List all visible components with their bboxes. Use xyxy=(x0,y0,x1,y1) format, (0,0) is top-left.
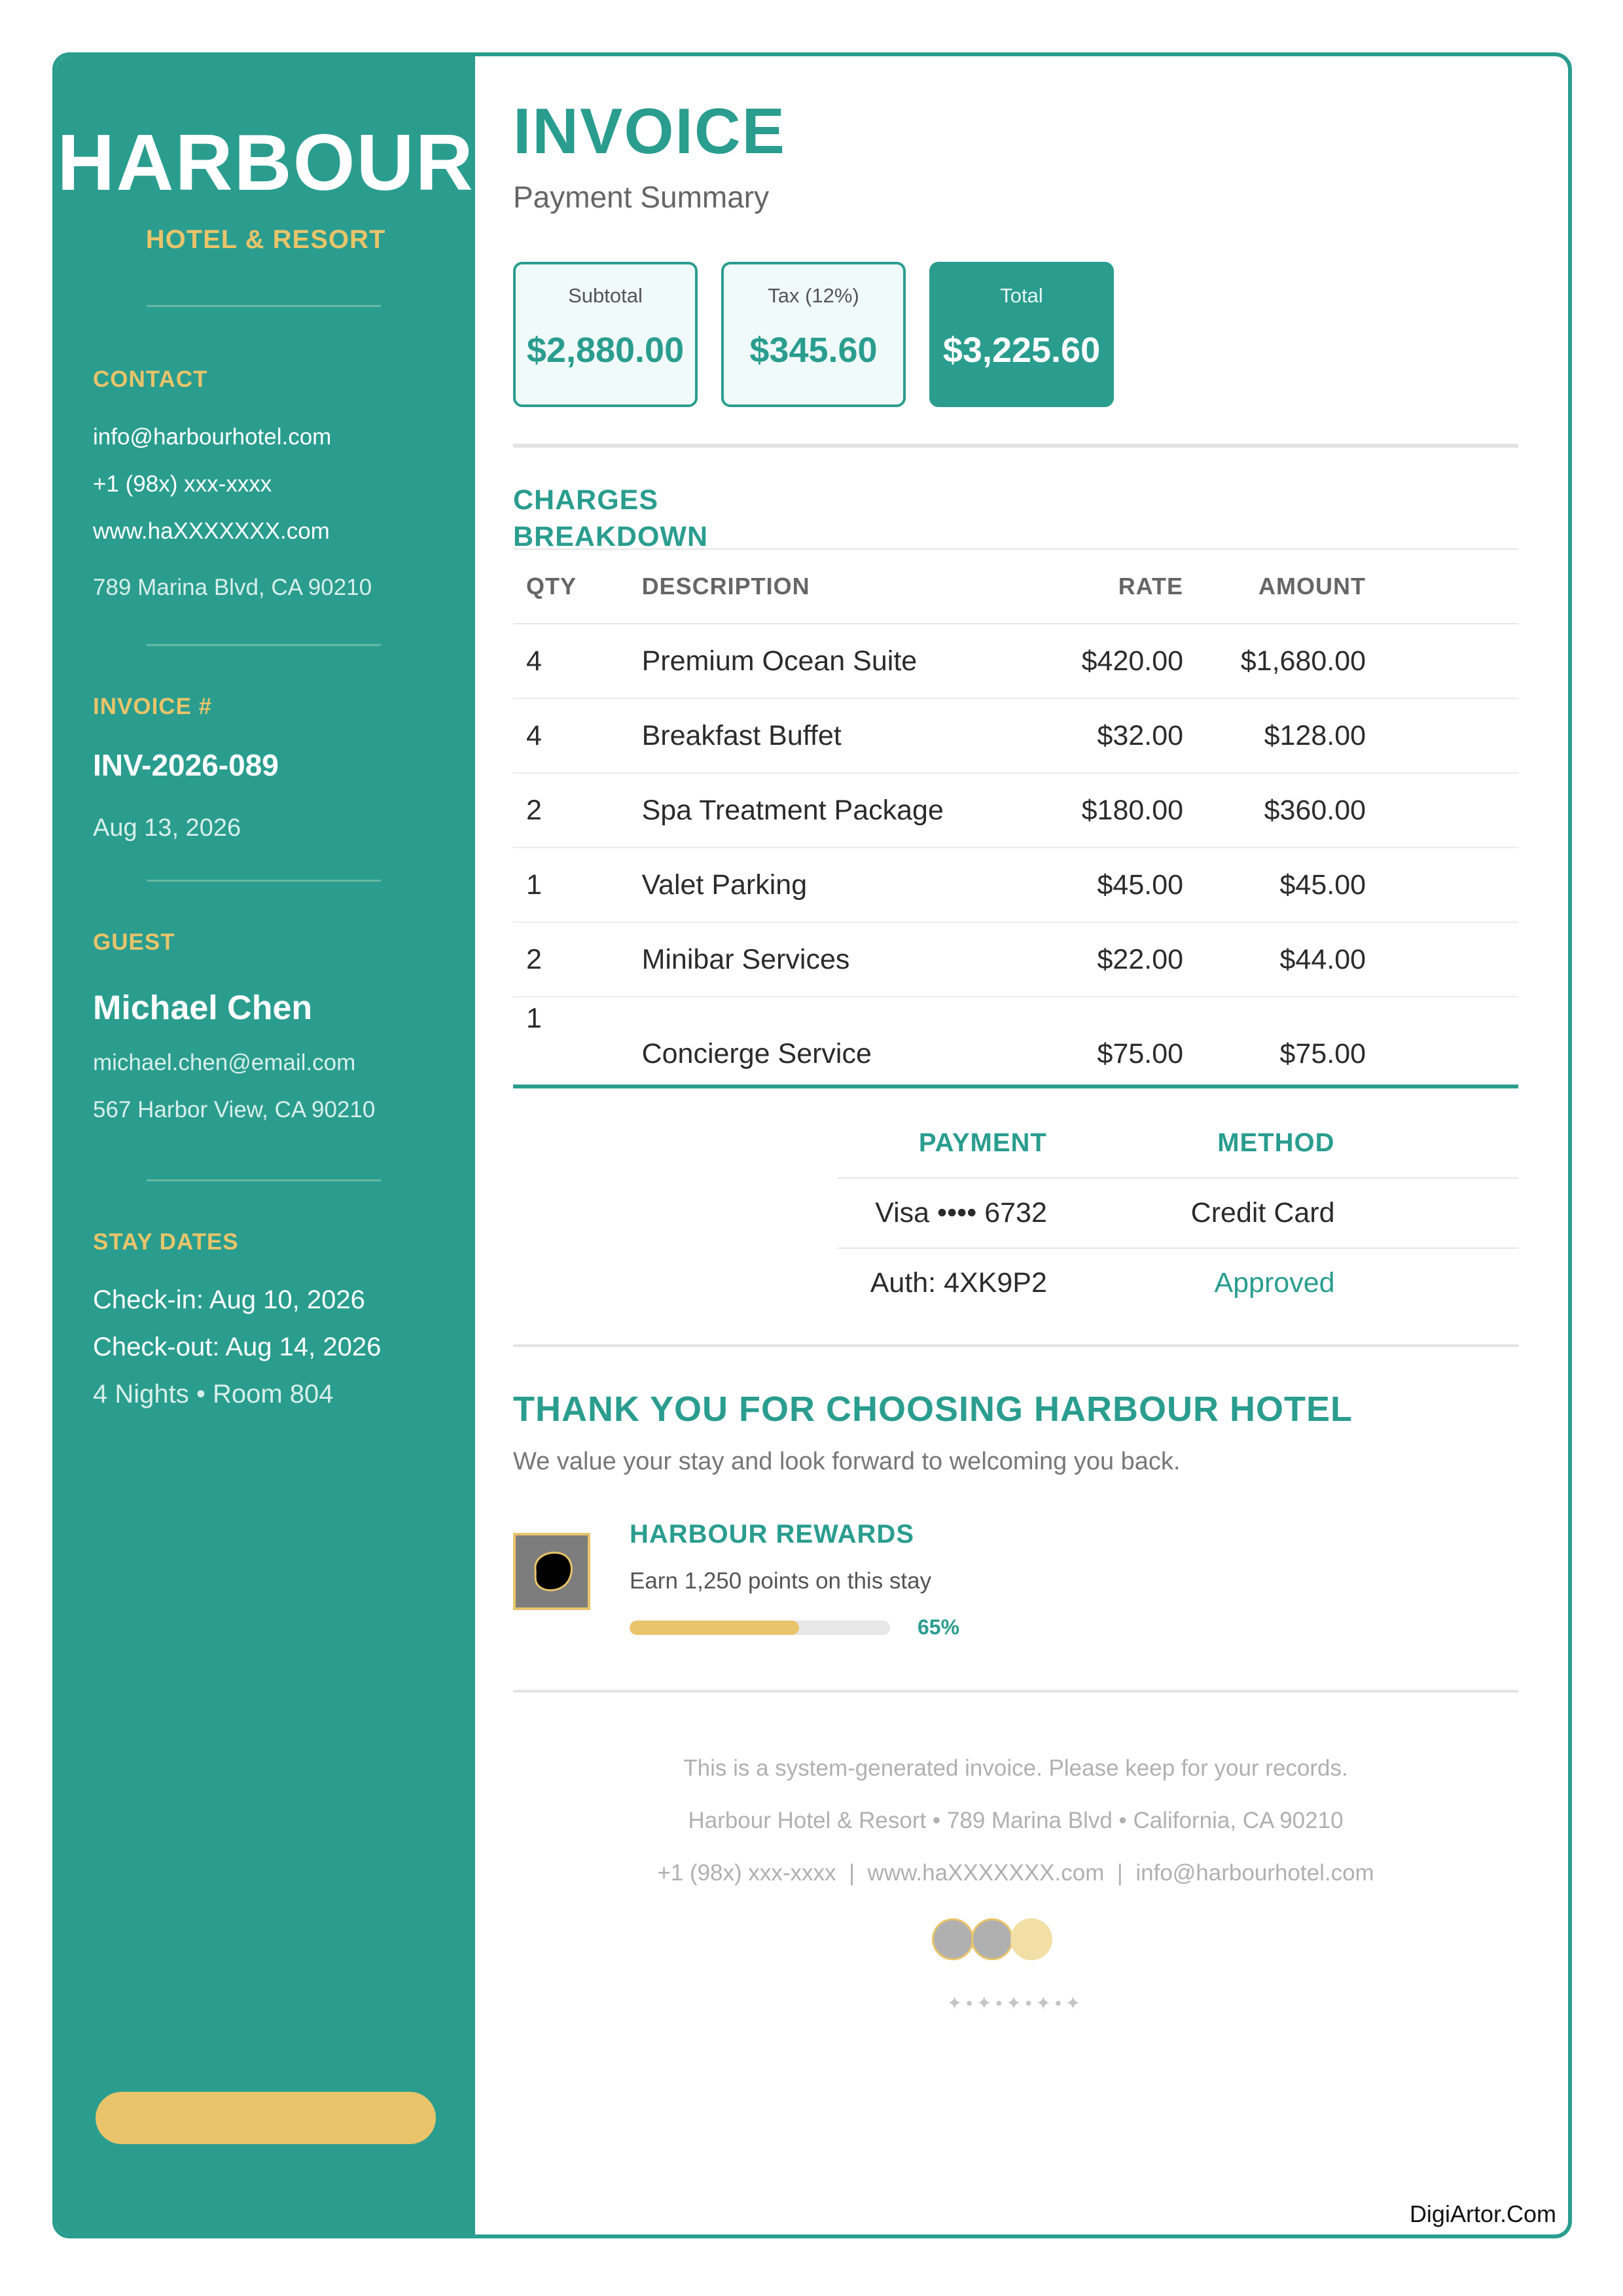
charges-header-row xyxy=(513,549,1518,624)
invoice-date: Aug 13, 2026 xyxy=(93,814,241,842)
rewards-progress-label: 65% xyxy=(918,1615,960,1639)
row-qty: 4 xyxy=(513,698,641,773)
total-label: Total xyxy=(1000,284,1043,307)
row-description: Concierge Service xyxy=(641,997,1003,1086)
rewards-progress-fill xyxy=(630,1621,799,1635)
row-amount: $1,680.00 xyxy=(1184,624,1366,698)
stay-dates-label: STAY DATES xyxy=(93,1229,239,1255)
row-rate: $45.00 xyxy=(1002,848,1184,922)
contact-phone: +1 (98x) xxx-xxxx xyxy=(93,471,272,497)
thank-you-message: We value your stay and look forward to welcoming you back. xyxy=(513,1448,1181,1475)
contact-address: 789 Marina Blvd, CA 90210 xyxy=(93,575,372,600)
invoice-number-label: INVOICE # xyxy=(93,694,213,719)
payment-header-row xyxy=(838,1109,1518,1178)
row-amount: $75.00 xyxy=(1184,997,1366,1086)
decorative-dot xyxy=(1010,1918,1052,1960)
checkin-date: Check-in: Aug 10, 2026 xyxy=(93,1285,365,1314)
row-description: Premium Ocean Suite xyxy=(641,624,1003,698)
contact-website[interactable]: www.haXXXXXXX.com xyxy=(93,518,330,544)
row-qty: 2 xyxy=(513,773,641,848)
section-divider xyxy=(513,1344,1518,1347)
row-spacer xyxy=(1366,848,1518,922)
footer-note: This is a system-generated invoice. Please keep for your records. xyxy=(683,1755,1348,1781)
row-amount: $44.00 xyxy=(1184,922,1366,997)
row-qty: 1 xyxy=(513,997,641,1086)
payment-method: Credit Card xyxy=(1048,1178,1336,1248)
table-row xyxy=(513,922,1518,997)
payment-row xyxy=(838,1178,1518,1248)
qty-header: QTY xyxy=(513,549,641,624)
sidebar-divider xyxy=(147,644,381,646)
row-amount: $360.00 xyxy=(1184,773,1366,848)
invoice-frame xyxy=(52,52,1572,2238)
row-spacer xyxy=(1366,698,1518,773)
payment-header: PAYMENT xyxy=(838,1109,1048,1178)
row-qty: 2 xyxy=(513,922,641,997)
footer-address: Harbour Hotel & Resort • 789 Marina Blvd • California, CA 90210 xyxy=(688,1808,1344,1833)
row-rate: $180.00 xyxy=(1002,773,1184,848)
brand-name: HARBOUR xyxy=(57,118,474,207)
total-value: $3,225.60 xyxy=(942,331,1101,370)
row-qty: 1 xyxy=(513,848,641,922)
decorative-stars: ✦•✦•✦•✦•✦ xyxy=(946,1993,1085,2013)
row-rate: $75.00 xyxy=(1002,997,1184,1086)
payment-auth: Auth: 4XK9P2 xyxy=(870,1267,1047,1299)
rate-header: RATE xyxy=(1002,549,1184,624)
payment-spacer xyxy=(1336,1109,1518,1178)
header-spacer xyxy=(1366,549,1518,624)
guest-label: GUEST xyxy=(93,929,175,955)
subtotal-card xyxy=(513,262,698,407)
charges-table xyxy=(513,548,1518,1088)
method-header: METHOD xyxy=(1048,1109,1336,1178)
payment-row xyxy=(838,1248,1518,1318)
row-spacer xyxy=(1366,997,1518,1086)
row-description: Minibar Services xyxy=(641,922,1003,997)
contact-label: CONTACT xyxy=(93,367,208,392)
rewards-badge-icon xyxy=(513,1533,590,1610)
sidebar-divider xyxy=(147,305,381,307)
amount-header: AMOUNT xyxy=(1184,549,1366,624)
payment-card: Visa •••• 6732 xyxy=(838,1178,1048,1248)
invoice-number: INV-2026-089 xyxy=(93,748,279,782)
description-header: DESCRIPTION xyxy=(641,549,1003,624)
row-rate: $32.00 xyxy=(1002,698,1184,773)
tax-value: $345.60 xyxy=(749,331,878,370)
total-card xyxy=(929,262,1114,407)
row-amount: $128.00 xyxy=(1184,698,1366,773)
row-rate: $22.00 xyxy=(1002,922,1184,997)
guest-email[interactable]: michael.chen@email.com xyxy=(93,1050,356,1075)
payment-spacer xyxy=(1336,1178,1518,1248)
payment-spacer xyxy=(1336,1248,1518,1318)
thank-you-title: THANK YOU FOR CHOOSING HARBOUR HOTEL xyxy=(513,1390,1353,1429)
sidebar-divider xyxy=(147,1179,381,1181)
rewards-text: Earn 1,250 points on this stay xyxy=(630,1568,932,1594)
row-rate: $420.00 xyxy=(1002,624,1184,698)
brand-tagline: HOTEL & RESORT xyxy=(145,225,386,254)
sidebar-divider xyxy=(147,880,381,882)
charges-title-line1: CHARGES xyxy=(513,484,659,516)
row-spacer xyxy=(1366,624,1518,698)
rewards-title: HARBOUR REWARDS xyxy=(630,1520,914,1549)
stay-summary: 4 Nights • Room 804 xyxy=(93,1380,334,1408)
checkout-date: Check-out: Aug 14, 2026 xyxy=(93,1333,382,1361)
table-row xyxy=(513,624,1518,698)
tax-label: Tax (12%) xyxy=(768,284,859,307)
contact-email[interactable]: info@harbourhotel.com xyxy=(93,424,332,450)
row-spacer xyxy=(1366,773,1518,848)
subtotal-label: Subtotal xyxy=(568,284,643,307)
rewards-progress-bar xyxy=(630,1621,890,1635)
row-description: Spa Treatment Package xyxy=(641,773,1003,848)
row-qty: 4 xyxy=(513,624,641,698)
row-amount: $45.00 xyxy=(1184,848,1366,922)
footer-contact: +1 (98x) xxx-xxxx | www.haXXXXXXX.com | info@harbourhotel.com xyxy=(657,1860,1374,1886)
section-divider xyxy=(513,1690,1518,1693)
table-row xyxy=(513,848,1518,922)
table-row xyxy=(513,997,1518,1086)
section-divider xyxy=(513,444,1518,448)
guest-address: 567 Harbor View, CA 90210 xyxy=(93,1097,376,1122)
payment-table xyxy=(838,1109,1518,1318)
tax-card xyxy=(721,262,906,407)
table-row xyxy=(513,698,1518,773)
row-description: Valet Parking xyxy=(641,848,1003,922)
watermark: DigiArtor.Com xyxy=(1409,2200,1556,2227)
decorative-dot xyxy=(932,1918,974,1960)
row-description: Breakfast Buffet xyxy=(641,698,1003,773)
sidebar-accent-pill xyxy=(96,2092,436,2144)
charges-title-line2: BREAKDOWN xyxy=(513,521,709,552)
charges-section-title xyxy=(513,482,708,555)
decorative-dot xyxy=(971,1918,1013,1960)
subtotal-value: $2,880.00 xyxy=(526,331,685,370)
sidebar xyxy=(56,56,475,2234)
main-content xyxy=(475,56,1568,2234)
page-subtitle: Payment Summary xyxy=(513,180,770,214)
table-row xyxy=(513,773,1518,848)
guest-name: Michael Chen xyxy=(93,989,313,1027)
row-spacer xyxy=(1366,922,1518,997)
page-title: INVOICE xyxy=(513,95,786,167)
payment-status: Approved xyxy=(1214,1267,1335,1299)
